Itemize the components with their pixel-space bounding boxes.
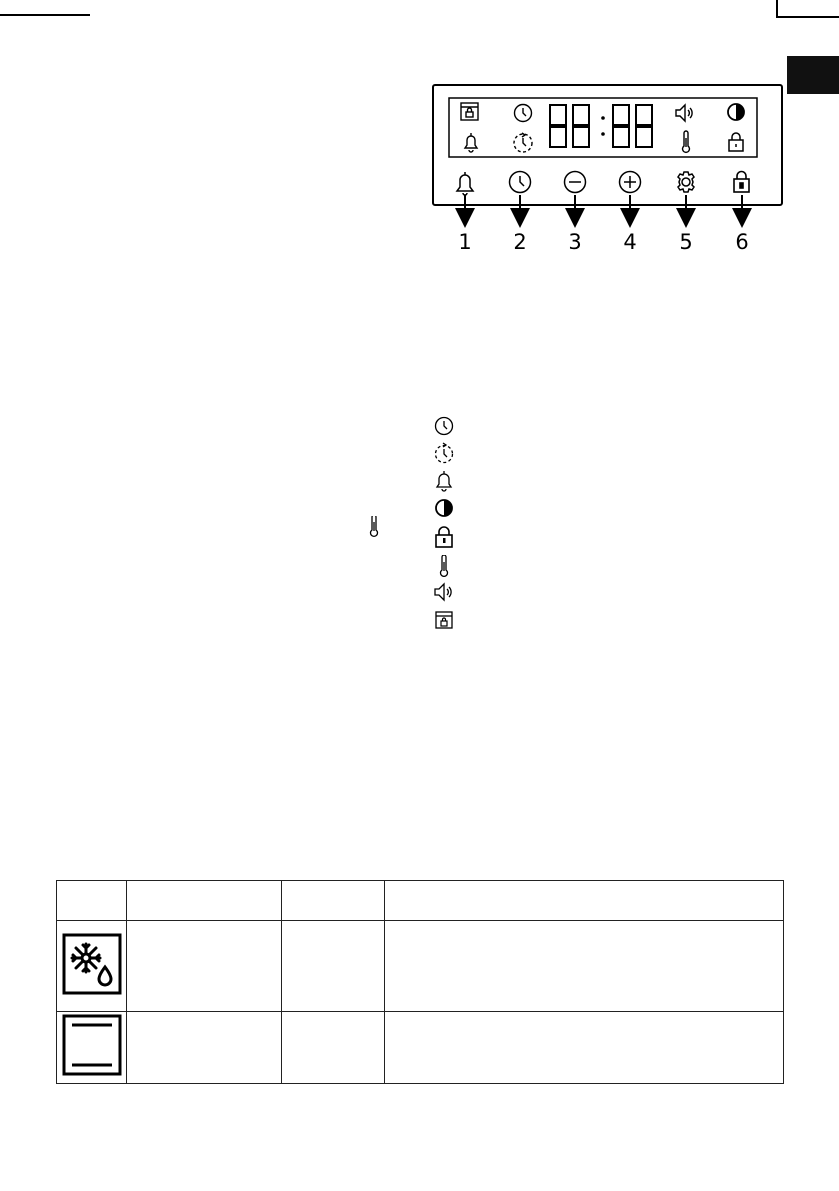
table-header-cell bbox=[282, 881, 385, 921]
clock-icon bbox=[433, 415, 455, 437]
delayed-clock-icon bbox=[514, 133, 532, 152]
table-row bbox=[57, 1012, 784, 1084]
table-cell bbox=[385, 921, 784, 1012]
table-icon-cell bbox=[57, 921, 127, 1012]
half-circle-icon bbox=[728, 104, 744, 120]
table-header-row bbox=[57, 881, 784, 921]
gear-icon bbox=[678, 172, 694, 192]
button-number-1: 1 bbox=[458, 230, 472, 254]
clock-icon bbox=[515, 105, 532, 122]
bell-icon bbox=[457, 172, 473, 195]
minus-icon bbox=[565, 172, 586, 193]
colon-dot bbox=[601, 116, 605, 120]
padlock-icon bbox=[734, 172, 749, 193]
padlock-icon bbox=[433, 526, 455, 548]
table-row bbox=[57, 921, 784, 1012]
table-cell bbox=[282, 921, 385, 1012]
control-panel-illustration bbox=[0, 0, 839, 270]
table-cell bbox=[127, 1012, 282, 1084]
table-cell bbox=[385, 1012, 784, 1084]
top-bottom-heat-icon bbox=[60, 1012, 124, 1078]
button-number-5: 5 bbox=[679, 230, 693, 254]
plus-icon bbox=[620, 172, 641, 193]
table-header-cell bbox=[385, 881, 784, 921]
button-number-4: 4 bbox=[623, 230, 637, 254]
button-number-6: 6 bbox=[735, 230, 749, 254]
table-header-cell bbox=[57, 881, 127, 921]
thermometer-icon bbox=[683, 131, 690, 152]
speaker-icon bbox=[676, 105, 692, 121]
table-cell bbox=[282, 1012, 385, 1084]
bell-icon bbox=[465, 133, 477, 152]
bell-icon bbox=[433, 470, 455, 492]
defrost-icon bbox=[60, 931, 124, 997]
delayed-clock-icon bbox=[433, 442, 455, 464]
oven-lock-icon bbox=[433, 609, 455, 631]
cooking-modes-table bbox=[56, 880, 784, 1084]
padlock-icon bbox=[729, 133, 743, 151]
thermometer-icon bbox=[366, 516, 382, 538]
half-circle-icon bbox=[433, 497, 455, 519]
table-icon-cell bbox=[57, 1012, 127, 1084]
callout-arrows bbox=[465, 195, 742, 218]
table-cell bbox=[127, 921, 282, 1012]
speaker-icon bbox=[433, 581, 455, 603]
thermometer-icon bbox=[433, 555, 455, 577]
colon-dot bbox=[601, 132, 605, 136]
button-number-2: 2 bbox=[513, 230, 527, 254]
clock-icon bbox=[510, 172, 531, 193]
display-frame bbox=[449, 98, 757, 157]
button-number-3: 3 bbox=[568, 230, 582, 254]
seven-segment-digits bbox=[550, 105, 652, 147]
table-header-cell bbox=[127, 881, 282, 921]
oven-lock-icon bbox=[461, 103, 478, 120]
